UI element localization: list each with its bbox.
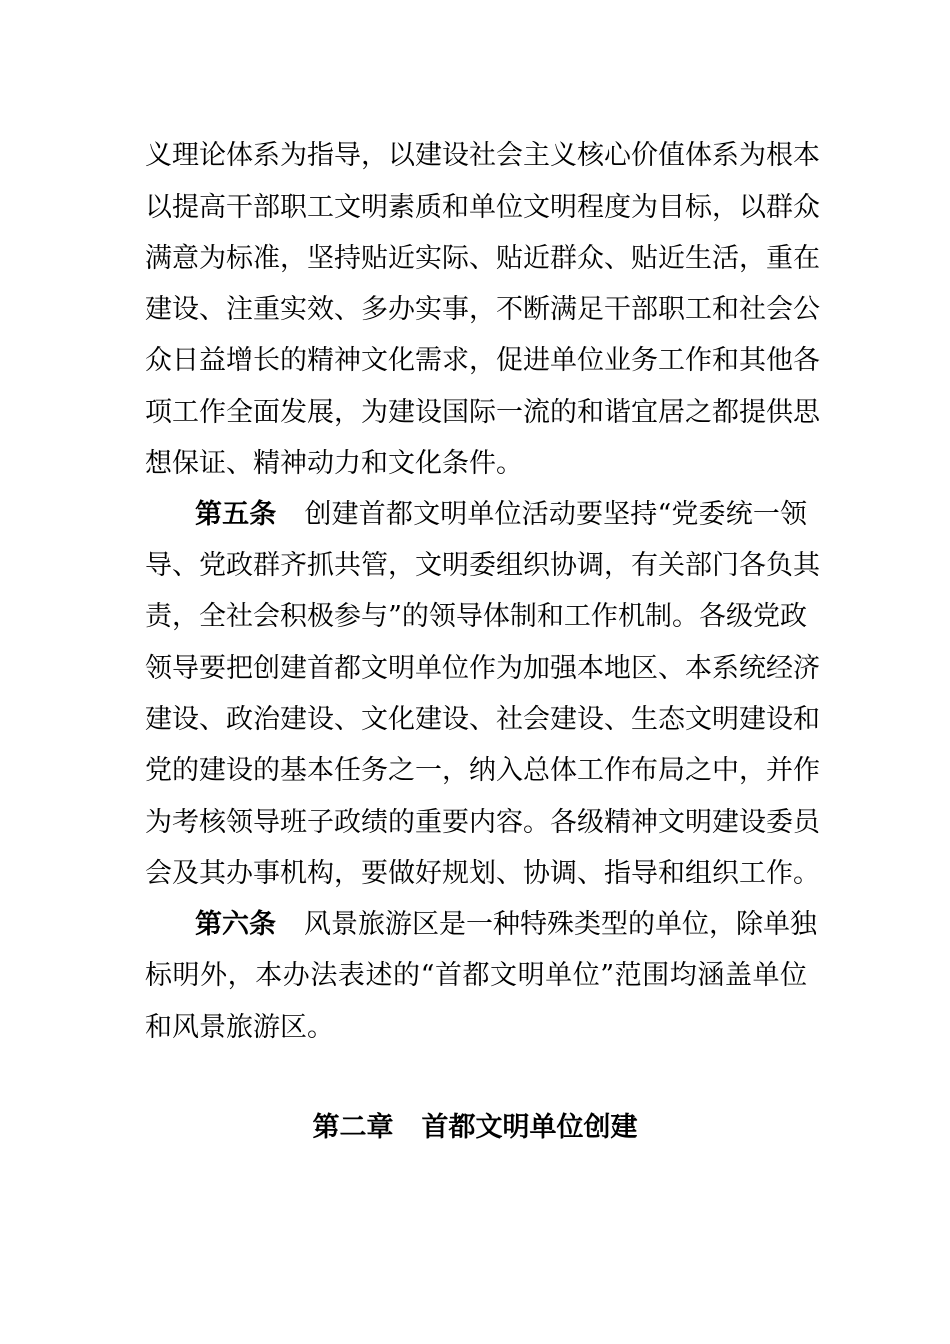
paragraph-line: 领导要把创建首都文明单位作为加强本地区、本系统经济 bbox=[145, 653, 820, 684]
paragraph-line: 和风景旅游区。 bbox=[145, 1012, 334, 1043]
article-6-label: 第六条 bbox=[195, 909, 276, 940]
chapter-heading bbox=[0, 1106, 950, 1150]
paragraph-line: 众日益增长的精神文化需求，促进单位业务工作和其他各 bbox=[145, 345, 820, 376]
article-5-label: 第五条 bbox=[195, 499, 277, 530]
paragraph-line: 责，全社会积极参与”的领导体制和工作机制。各级党政 bbox=[145, 601, 807, 632]
paragraph-line: 导、党政群齐抓共管，文明委组织协调，有关部门各负其 bbox=[145, 550, 820, 581]
paragraph-line: 满意为标准，坚持贴近实际、贴近群众、贴近生活，重在 bbox=[145, 243, 820, 274]
paragraph-line: 建设、政治建设、文化建设、社会建设、生态文明建设和 bbox=[145, 704, 820, 735]
article-6-text: 风景旅游区是一种特殊类型的单位，除单独 bbox=[304, 909, 817, 940]
article-5-text: 创建首都文明单位活动要坚持“党委统一领 bbox=[304, 499, 808, 530]
paragraph-line: 想保证、精神动力和文化条件。 bbox=[145, 448, 523, 479]
paragraph-line: 义理论体系为指导，以建设社会主义核心价值体系为根本 bbox=[145, 140, 820, 171]
paragraph-line: 会及其办事机构，要做好规划、协调、指导和组织工作。 bbox=[145, 858, 820, 889]
paragraph-line: 项工作全面发展，为建设国际一流的和谐宜居之都提供思 bbox=[145, 397, 820, 428]
chapter-title: 首都文明单位创建 bbox=[421, 1112, 638, 1143]
paragraph-line: 党的建设的基本任务之一，纳入总体工作布局之中，并作 bbox=[145, 755, 820, 786]
article-6-first-line bbox=[195, 905, 817, 945]
paragraph-line: 建设、注重实效、多办实事，不断满足干部职工和社会公 bbox=[145, 294, 820, 325]
paragraph-line: 为考核领导班子政绩的重要内容。各级精神文明建设委员 bbox=[145, 807, 820, 838]
paragraph-line: 标明外，本办法表述的“首都文明单位”范围均涵盖单位 bbox=[145, 960, 807, 991]
paragraph-line: 以提高干部职工文明素质和单位文明程度为目标，以群众 bbox=[145, 192, 820, 223]
chapter-number: 第二章 bbox=[312, 1112, 394, 1143]
article-5-first-line bbox=[195, 495, 807, 535]
